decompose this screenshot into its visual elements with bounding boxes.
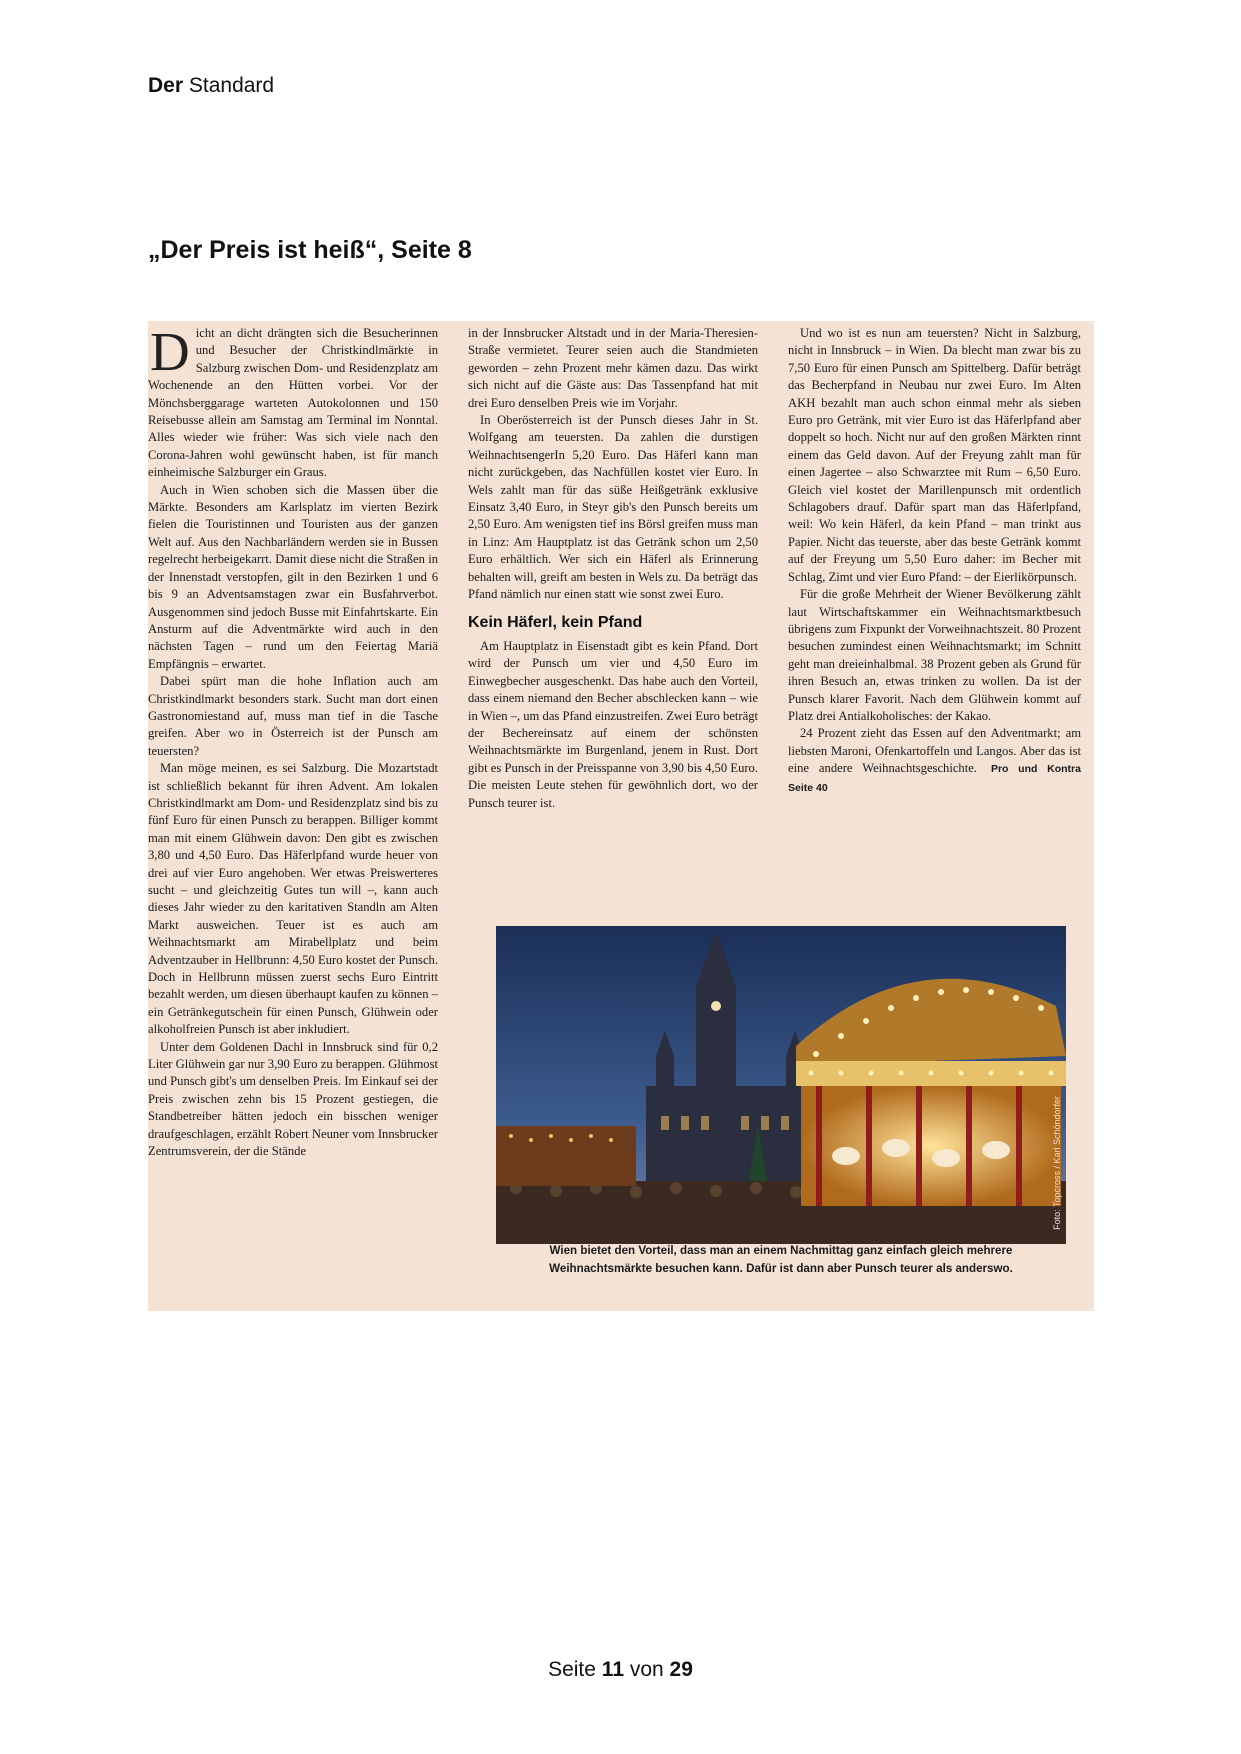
page-number: Seite 11 von 29 (548, 1658, 693, 1681)
paragraph: Auch in Wien schoben sich die Massen über die Märkte. Besonders am Karlsplatz im vierten Bezirk fielen die Touristinnen und Touristen aus der ganzen Welt auf. Aus den Nachbarländern werden sie in Bussen regelrecht herbeigekarrt. Damit diese nicht die Straßen in der Innenstadt verstopfen, gilt in den Bezirken 1 und 6 bis 9 an Adventsamstagen zwar ein Busfahrverbot. Ausgenommen sind jedoch Busse mit Einfahrtskarte. Ein Ansturm auf die Adventmärkte wird auch in den nächsten Tagen – rund um den Feiertag Mariä Empfängnis – erwartet. (148, 482, 438, 671)
article-subheading: Kein Häferl, kein Pfand (468, 613, 643, 631)
cross-reference: Pro und Kontra Seite 40 (788, 763, 1081, 794)
paragraph: Für die große Mehrheit der Wiener Bevölkerung zählt laut Wirtschaftskammer ein Weihnachtsmarktbesuch übrigens zum Fixpunkt der Vorweihnachtszeit. 80 Prozent besuchen zumindest einen Weihnachtsmarkt; im Schnitt geht man dreieinhalbmal. 38 Prozent geben als Grund für ihren Besuch an, etwas trinken zu wollen. Da ist der Punsch klarer Favorit. Nach dem Glühwein kommt auf Platz drei Antialkoholisches: der Kakao. (788, 587, 1081, 723)
paragraph: Und wo ist es nun am teuersten? Nicht in Salzburg, nicht in Innsbruck – in Wien. Da blecht man zwar bis zu 7,50 Euro für einen Punsch am Spittelberg. Dafür beträgt das Becherpfand in Neubau nur zwei Euro. Im Alten AKH bezahlt man auch schon einmal mehr als sieben Euro pro Getränk, mit vier Euro ist das Häferlpfand aber doppelt so hoch. Nicht nur auf den großen Märkten rinnt einem das Geld davon. Auf der Freyung zahlt man für einen Jagertee – also Schwarztee mit Rum – 6,50 Euro. Gleich viel kostet der Marillenpunsch mit ordentlich Schlagobers drauf. Dafür spart man das Häferlpfand, weil: Wo kein Häferl, da kein Pfand – man trinkt aus Papier. Nicht das teuerste, aber das beste Getränk kommt auf der Freyung um 5,50 Euro daher: im Becher mit Schlag, Zimt und vier Euro Pfand: – der Eierlikörpunsch. (788, 326, 1081, 584)
article-photo (496, 926, 1066, 1244)
article-headline: „Der Preis ist heiß“, Seite 8 (148, 236, 472, 264)
christmas-market-illustration (496, 926, 1066, 1244)
paragraph: Man möge meinen, es sei Salzburg. Die Mozartstadt ist schließlich bekannt für ihren Advent. Am lokalen Christkindlmarkt am Dom- und Residenzplatz sind bis zu fünf Euro für einen Punsch zu berappen. Billiger kommt man mit einem Glühwein davon: Den gibt es zwischen 3,80 und 4,50 Euro. Das Häferlpfand wurde heuer von drei auf vier Euro angehoben. Wer etwas Preiswerteres sucht – und gleichzeitig Gutes tun will –, kann auch dieses Jahr wieder zu den karitativen Standln am Alten Markt ausweichen. Teuer ist es auch am Weihnachtsmarkt am Mirabellplatz und beim Adventzauber in Hellbrunn: 4,50 Euro kostet der Punsch. Doch in Hellbrunn müssen zuerst sechs Euro Eintritt bezahlt werden, um diesen überhaupt kaufen zu können – ein Getränkegutschein für einen Punsch, Glühwein oder alkoholfreien Punsch ist aber inkludiert. (148, 761, 438, 1037)
paragraph: Unter dem Goldenen Dachl in Innsbruck sind für 0,2 Liter Glühwein gar nur 3,90 Euro zu berappen. Glühmost und Punsch gibt's um denselben Preis. Im Einkauf sei der Preis zwischen zehn bis 15 Prozent gestiegen, die Standbetreiber hätten jedoch ein bisschen weniger draufgeschlagen, erzählt Robert Neuner vom Innsbrucker Zentrumsverein, der die Stände (148, 1039, 438, 1159)
photo-credit: Foto: Topcross / Karl Schöndorfer (1052, 1096, 1062, 1230)
article-column-2 (468, 325, 758, 812)
newspaper-source: Der Standard (148, 74, 275, 97)
photo-caption: Wien bietet den Vorteil, dass man an einem Nachmittag ganz einfach gleich mehrere Weihnachtsmärkte besuchen kann. Dafür ist dann aber Punsch teurer als anderswo. (549, 1244, 1013, 1275)
paragraph: Dicht an dicht drängten sich die Besucherinnen und Besucher der Christkindlmärkte in Salzburg zwischen Dom- und Residenzplatz am Wochenende an den Hütten vorbei. Vor der Mönchsberggarage warteten Autokolonnen und 150 Reisebusse allein am Samstag am Terminal im Nonntal. Alles wieder wie früher: Was sich viele nach den Corona-Jahren wohl gewünscht haben, ist für manch einheimische Salzburger ein Graus. (148, 321, 438, 480)
paragraph: in der Innsbrucker Altstadt und in der Maria-Theresien-Straße vermietet. Teurer seien auch die Standmieten geworden – zehn Prozent mehr kämen dazu. Das wirkt sich nicht auf die Gäste aus: Das Tassenpfand hat mit drei Euro denselben Preis wie im Vorjahr. (468, 326, 758, 410)
newspaper-clipping (148, 321, 1094, 1311)
paragraph: 24 Prozent zieht das Essen auf den Adventmarkt; am liebsten Maroni, Ofenkartoffeln und Langos. Aber das ist eine andere Weihnachtsgeschichte. Pro und Kontra Seite 40 (788, 726, 1081, 794)
paragraph: Dabei spürt man die hohe Inflation auch am Christkindlmarkt besonders stark. Sucht man dort einen Gastronomiestand auf, muss man tief in die Tasche greifen. Aber wo in Österreich ist der Punsch am teuersten? (148, 674, 438, 758)
paragraph: In Oberösterreich ist der Punsch dieses Jahr in St. Wolfgang am teuersten. Da zahlen die durstigen WeihnachtsengerIn 5,20 Euro. Das Häferl kann man nicht zurückgeben, das Nachfüllen kostet vier Euro. In Wels zahlt man für das süße Heißgetränk exklusive Einsatz 3,40 Euro, in Steyr gib's den Punsch bereits um 2,50 Euro. Am wenigsten tief ins Börsl greifen muss man in Linz: Am Hauptplatz ist das Getränk schon um 2,50 Euro erhältlich. Wer sich ein Häferl als Erinnerung behalten will, greift am besten in Wels zu. Da beträgt das Pfand nämlich nur einen statt wie sonst zwei Euro. (468, 413, 758, 602)
article-column-1 (148, 321, 438, 1161)
drop-cap: D (150, 321, 190, 382)
paragraph: Am Hauptplatz in Eisenstadt gibt es kein Pfand. Dort wird der Punsch um vier und 4,50 Euro im Einwegbecher ausgeschenkt. Das habe auch den Vorteil, dass einem niemand den Becher abschlecken kann – wie in Wien –, um das Pfand einzustreifen. Zwei Euro beträgt der Bechereinsatz auf einem der schönsten Weihnachtsmärkte im Burgenland, jenem in Rust. Dort gibt es Punsch in der Preisspanne von 3,90 bis 4,50 Euro. Die meisten Leute stehen für gewöhnlich dort, wo der Punsch teurer ist. (468, 638, 758, 810)
article-column-3 (788, 325, 1081, 797)
